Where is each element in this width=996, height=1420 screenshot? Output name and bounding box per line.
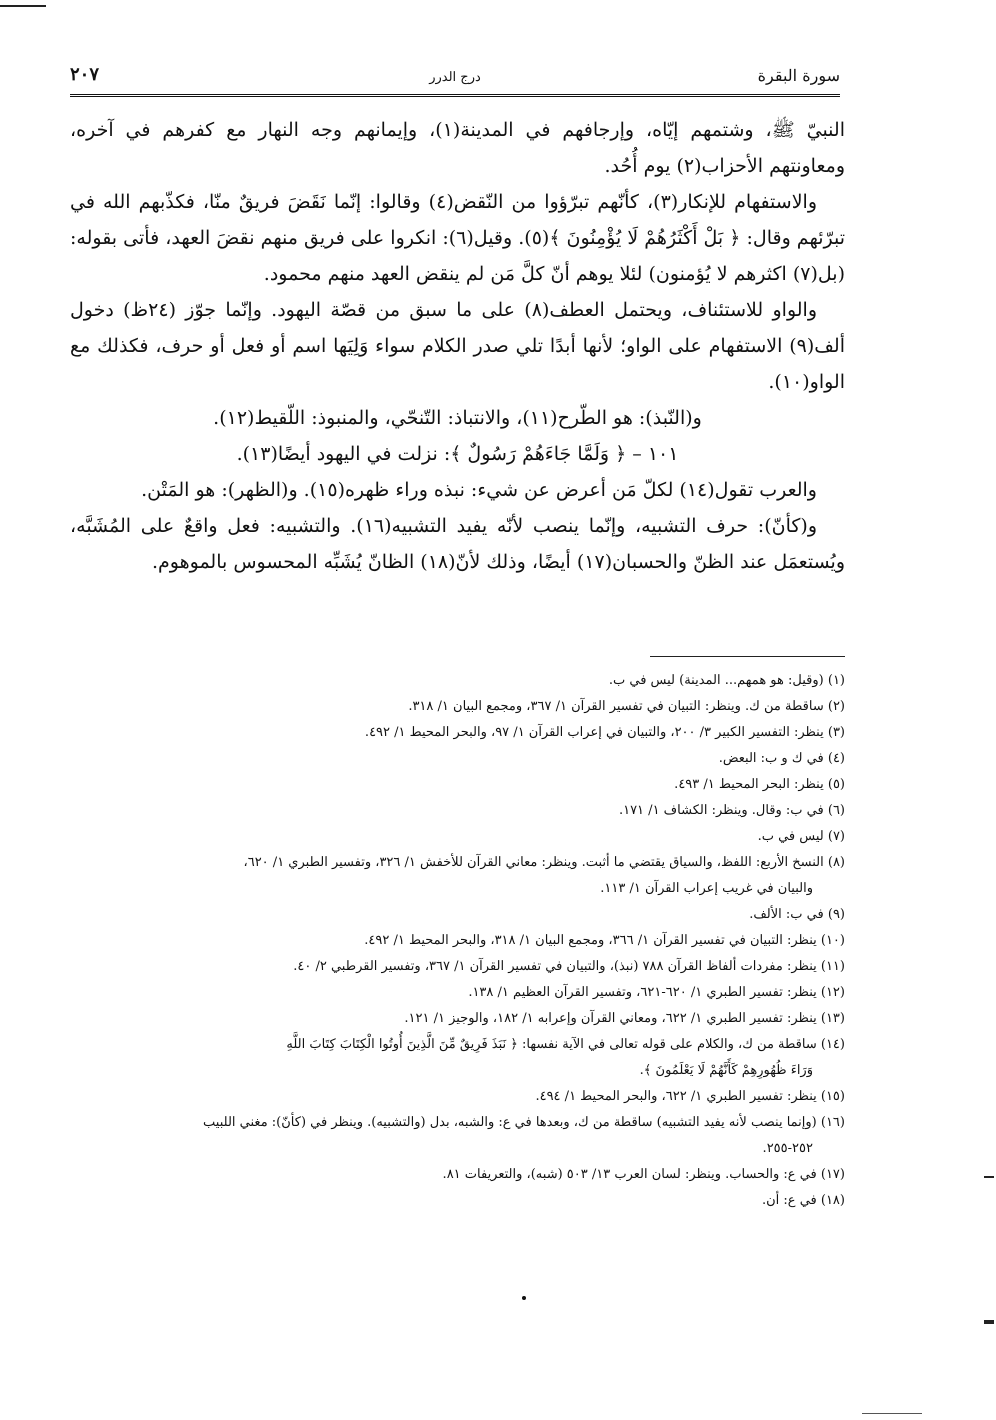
footnote: (٥) ينظر: البحر المحيط ١/ ٤٩٣.: [674, 777, 845, 792]
footnote-separator: [650, 656, 845, 657]
book-title: درج الدرر: [429, 70, 481, 85]
paragraph: و(كأنّ): حرف التشبيه، وإنّما ينصب لأنّه يفيد التشبيه(١٦). والتشبيه: فعل واقعٌ على المُشَبَّه، ويُستعمَل عند الظنّ والحسبان(١٧) أيضًا، وذلك لأنّ(١٨) الظانّ يُشَبِّه المحسوس بالموهوم.: [70, 515, 845, 573]
footnote: (٦) في ب: وقال. وينظر: الكشاف ١/ ١٧١.: [618, 803, 845, 818]
footnote-continuation: والبيان في غريب إعراب القرآن ١/ ١١٣.: [600, 881, 813, 896]
scan-edge-mark: [984, 1320, 994, 1324]
footnote: (١٨) في ع: أن.: [762, 1193, 845, 1208]
footnote: (٣) ينظر: التفسير الكبير ٣/ ٢٠٠، والتبيان في إعراب القرآن ١/ ٩٧، والبحر المحيط ١/ ٤٩٢.: [364, 725, 845, 740]
footnote: (١٥) ينظر: تفسير الطبري ١/ ٦٢٢، والبحر المحيط ١/ ٤٩٤.: [535, 1089, 845, 1104]
footnote: (١٧) في ع: والحساب. وينظر: لسان العرب ١٣/ ٥٠٣ (شبه)، والتعريفات ٨١.: [442, 1167, 845, 1182]
footnote: (٧) ليس في ب.: [757, 829, 845, 844]
paragraph: والواو للاستئناف، ويحتمل العطف(٨) على ما سبق من قصّة اليهود. وإنّما جوّز (٢٤ظ) دخول ألف(٩) الاستفهام على الواو؛ لأنها أبدًا تلي صدر الكلام سواء وَلِيَها اسم أو فعل أو حرف، فكذلك مع الواو(١٠).: [70, 299, 845, 393]
paragraph: و(النّبذ): هو الطّرح(١١)، والانتباذ: التّنحّي، والمنبوذ: اللّقيط(١٢).: [213, 407, 702, 429]
footnote: (١٣) ينظر: تفسير الطبري ١/ ٦٢٢، ومعاني القرآن وإعرابه ١/ ١٨٢، والوجيز ١/ ١٢١.: [404, 1011, 845, 1026]
paragraph: والعرب تقول(١٤) لكلّ مَن أعرض عن شيء: نبذه وراء ظهره(١٥). و(الظهر): هو المَتْن.: [141, 479, 817, 501]
footnote-continuation: ٢٥٢-٢٥٥.: [762, 1141, 813, 1156]
scan-edge-mark: [984, 1176, 994, 1178]
footnote: (١) (وقيل: هو همهم... المدينة) ليس في ب.: [608, 673, 845, 688]
footnote-continuation: وَرَاءَ ظُهُورِهِمْ كَأَنَّهُمْ لَا يَعْلَمُونَ ﴾.: [639, 1063, 813, 1078]
footnote: (١٤) ساقطة من ك، والكلام على قوله تعالى في الآية نفسها: ﴿ نَبَذَ فَرِيقٌ مِّنَ الَّذِينَ أُوتُوا الْكِتَابَ كِتَابَ اللَّهِ: [286, 1037, 845, 1052]
page-number: ٢٠٧: [70, 64, 100, 85]
main-text: [70, 112, 845, 580]
verse-heading: ١٠١ – ﴿ وَلَمَّا جَاءَهُمْ رَسُولٌ ﴾: نزلت في اليهود أيضًا(١٣).: [236, 443, 679, 465]
footnote: (٤) في ك و ب: البعض.: [718, 751, 845, 766]
scan-edge-line: [0, 5, 46, 7]
surah-title: سورة البقرة: [757, 66, 840, 85]
scan-bottom-line: [862, 1413, 922, 1414]
footnote: (٩) في ب: الألف.: [749, 907, 845, 922]
footnote: (١١) ينظر: مفردات ألفاظ القرآن ٧٨٨ (نبذ)، والتبيان في تفسير القرآن ١/ ٣٦٧، وتفسير القرطبي ٢/ ٤٠.: [293, 959, 845, 974]
footnote: (١٠) ينظر: التبيان في تفسير القرآن ١/ ٣٦٦، ومجمع البيان ١/ ٣١٨، والبحر المحيط ١/ ٤٩٢.: [364, 933, 845, 948]
paragraph: والاستفهام للإنكار(٣)، كأنّهم تبرّؤوا من النّقض(٤) وقالوا: إنّما نَقَضَ فريقٌ منّا، فكذّبهم الله في تبرّئهم وقال: ﴿ بَلْ أَكْثَرُهُمْ لَا يُؤْمِنُونَ ﴾(٥). وقيل(٦): انكروا على فريق منهم نقضَ العهد، فأتى بقوله: (بل(٧) اكثرهم لا يُؤمنون) لئلا يوهم أنّ كلَّ مَن لم ينقض العهد منهم محمود.: [70, 191, 845, 285]
footnote: (٢) ساقطة من ك. وينظر: التبيان في تفسير القرآن ١/ ٣٦٧، ومجمع البيان ١/ ٣١٨.: [408, 699, 845, 714]
footnotes: [70, 668, 845, 1214]
footnote: (١٢) ينظر: تفسير الطبري ١/ ٦٢٠-٦٢١، وتفسير القرآن العظيم ١/ ١٣٨.: [468, 985, 845, 1000]
footnote: (١٦) (وإنما ينصب لأنه يفيد التشبيه) ساقطة من ك، وبعدها في ع: والشبه، بدل (والتشبيه). وينظر في (كأنّ): مغني اللبيب: [203, 1115, 845, 1130]
footnote: (٨) النسخ الأربع: اللفظ، والسياق يقتضي ما أثبت. وينظر: معاني القرآن للأخفش ١/ ٣٢٦، وتفسير الطبري ١/ ٦٢٠،: [243, 855, 845, 870]
running-header: [70, 64, 840, 90]
paragraph: النبيّ ﷺ، وشتمهم إيّاه، وإرجافهم في المدينة(١)، وإيمانهم وجه النهار مع كفرهم في آخره، ومعاونتهم الأحزاب(٢) يوم أُحُد.: [70, 119, 845, 177]
scan-dot: [522, 1296, 526, 1300]
header-rule: [70, 94, 840, 97]
